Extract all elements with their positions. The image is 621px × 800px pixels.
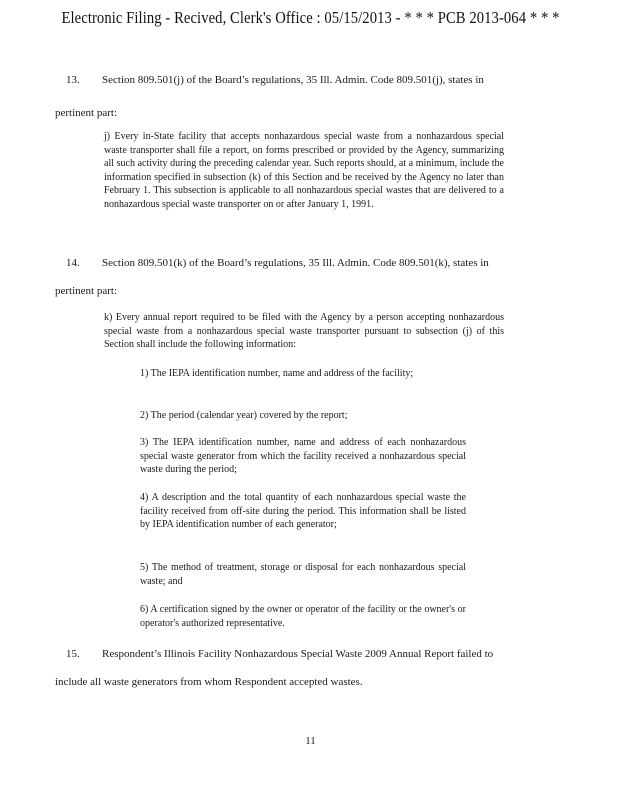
quote-809-501-j: j) Every in-State facility that accepts nonhazardous special waste from a nonhazardous special waste transporter shall file a report, on forms prescribed or provided by the Agency, summarizing all such activity during the preceding calendar year. Such reports should, at a minimum, include the information specified in subsection (k) of this Section and be received by the Agency no later than February 1. This subsection is applicable to all nonhazardous special wastes that are delivered to a nonhazardous special waste transporter on or after January 1, 1991. <box>104 131 504 210</box>
list-item: 3) The IEPA identification number, name and address of each nonhazardous special waste generator from which the facility received a nonhazardous special waste during the period; <box>140 437 466 475</box>
paragraph-text: Section 809.501(k) of the Board’s regulations, 35 Ill. Admin. Code 809.501(k), states in <box>102 257 489 269</box>
quote-809-501-k: k) Every annual report required to be filed with the Agency by a person accepting nonhazardous special waste from a nonhazardous special waste transporter pursuant to subsection (j) of this Section shall include the following information: <box>104 312 504 350</box>
paragraph-number: 15. <box>66 648 80 660</box>
paragraph-15-continuation: include all waste generators from whom Respondent accepted wastes. <box>55 676 363 688</box>
paragraph-13 <box>66 73 546 87</box>
paragraph-number: 13. <box>66 74 80 86</box>
paragraph-14-continuation: pertinent part: <box>55 285 118 297</box>
list-item: 5) The method of treatment, storage or disposal for each nonhazardous special waste; and <box>140 562 466 587</box>
paragraph-14 <box>66 256 546 270</box>
list-item: 4) A description and the total quantity of each nonhazardous special waste the facility received from off-site during the period. This information shall be listed by IEPA identification number of each generator; <box>140 492 466 530</box>
filing-header: Electronic Filing - Recived, Clerk's Office : 05/15/2013 - * * * PCB 2013-064 * * * <box>61 8 560 27</box>
paragraph-number: 14. <box>66 257 80 269</box>
paragraph-text: Respondent’s Illinois Facility Nonhazardous Special Waste 2009 Annual Report failed to <box>102 648 494 660</box>
list-item: 1) The IEPA identification number, name and address of the facility; <box>140 368 414 379</box>
paragraph-text: Section 809.501(j) of the Board’s regulations, 35 Ill. Admin. Code 809.501(j), states in <box>102 74 484 86</box>
paragraph-13-continuation: pertinent part: <box>55 107 118 119</box>
paragraph-15 <box>66 647 546 661</box>
list-item: 2) The period (calendar year) covered by the report; <box>140 410 348 421</box>
list-item: 6) A certification signed by the owner or operator of the facility or the owner's or operator's authorized representative. <box>140 604 466 629</box>
page-number: 11 <box>305 735 316 747</box>
